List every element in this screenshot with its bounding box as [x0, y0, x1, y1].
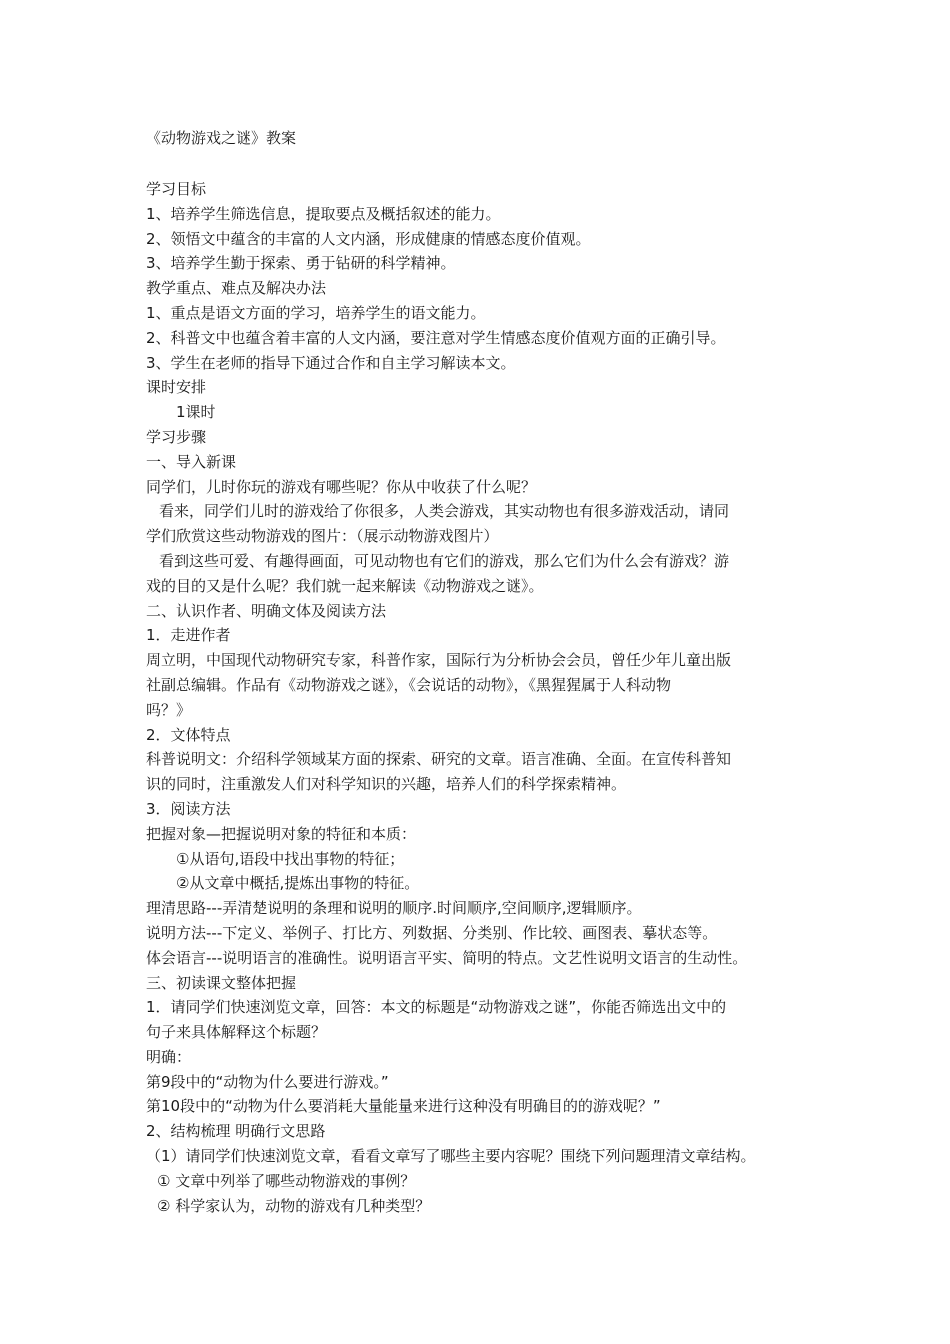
text-line: 1、重点是语文方面的学习，培养学生的语文能力。 [146, 303, 486, 322]
text-line: 一、导入新课 [146, 452, 237, 471]
text-line: 2．文体特点 [146, 725, 231, 744]
text-line: 1课时 [176, 403, 216, 422]
text-line: 第10段中的“动物为什么要消耗大量能量来进行这种没有明确目的的游戏呢？” [146, 1097, 661, 1116]
text-line: 1．请同学们快速浏览文章，回答：本文的标题是“动物游戏之谜”，你能否筛选出文中的 [146, 998, 727, 1017]
text-line: 第9段中的“动物为什么要进行游戏。” [146, 1072, 389, 1091]
text-line: 说明方法---下定义、举例子、打比方、列数据、分类别、作比较、画图表、摹状态等。 [146, 923, 718, 942]
text-line: 学习步骤 [146, 427, 207, 446]
text-line: 1．走进作者 [146, 626, 231, 645]
text-line: 看来，同学们儿时的游戏给了你很多，人类会游戏，其实动物也有很多游戏活动，请同 [159, 502, 730, 521]
text-line: ②从文章中概括,提炼出事物的特征。 [176, 874, 420, 893]
text-line: 1、培养学生筛选信息，提取要点及概括叙述的能力。 [146, 204, 501, 223]
text-line: 吗？》 [146, 700, 192, 719]
text-line: 理清思路---弄清楚说明的条理和说明的顺序.时间顺序,空间顺序,逻辑顺序。 [146, 899, 642, 918]
document-page [146, 0, 814, 1344]
text-line: 二、认识作者、明确文体及阅读方法 [146, 601, 387, 620]
text-line: 识的同时，注重激发人们对科学知识的兴趣，培养人们的科学探索精神。 [146, 775, 627, 794]
text-line: ① 文章中列举了哪些动物游戏的事例？ [157, 1171, 416, 1190]
text-line: 课时安排 [146, 378, 207, 397]
text-line: 3．阅读方法 [146, 799, 231, 818]
text-line: 教学重点、难点及解决办法 [146, 279, 327, 298]
text-line: 看到这些可爱、有趣得画面，可见动物也有它们的游戏，那么它们为什么会有游戏？游 [159, 551, 730, 570]
text-line: 把握对象—把握说明对象的特征和本质： [146, 824, 417, 843]
document-title: 《动物游戏之谜》教案 [146, 129, 297, 147]
text-line: （1）请同学们快速浏览文章，看看文章写了哪些主要内容呢？围绕下列问题理清文章结构。 [146, 1147, 756, 1166]
document-body [146, 177, 814, 1218]
text-line: 体会语言---说明语言的准确性。说明语言平实、简明的特点。文艺性说明文语言的生动性。 [146, 948, 748, 967]
text-line: 学习目标 [146, 180, 207, 198]
text-line: 2、科普文中也蕴含着丰富的人文内涵，要注意对学生情感态度价值观方面的正确引导。 [146, 328, 726, 347]
text-line: ①从语句,语段中找出事物的特征； [176, 849, 405, 868]
text-line: 3、学生在老师的指导下通过合作和自主学习解读本文。 [146, 353, 516, 372]
text-line: ② 科学家认为，动物的游戏有几种类型？ [157, 1196, 431, 1215]
text-line: 科普说明文：介绍科学领域某方面的探索、研究的文章。语言准确、全面。在宣传科普知 [146, 750, 732, 769]
text-line: 周立明，中国现代动物研究专家，科普作家，国际行为分析协会会员，曾任少年儿童出版 [146, 651, 732, 670]
text-line: 句子来具体解释这个标题？ [146, 1023, 327, 1042]
text-line: 戏的目的又是什么呢？我们就一起来解读《动物游戏之谜》。 [146, 576, 544, 595]
text-line: 三、初读课文整体把握 [146, 973, 297, 992]
text-line: 2、领悟文中蕴含的丰富的人文内涵，形成健康的情感态度价值观。 [146, 229, 591, 248]
text-line: 学们欣赏这些动物游戏的图片：（展示动物游戏图片） [146, 527, 499, 546]
text-line: 同学们，儿时你玩的游戏有哪些呢？你从中收获了什么呢？ [146, 477, 537, 496]
text-line: 明确： [146, 1047, 192, 1066]
text-line: 2、结构梳理 明确行文思路 [146, 1122, 326, 1141]
text-line: 3、培养学生勤于探索、勇于钻研的科学精神。 [146, 254, 456, 273]
text-line: 社副总编辑。作品有《动物游戏之谜》，《会说话的动物》，《黑猩猩属于人科动物 [146, 675, 672, 694]
